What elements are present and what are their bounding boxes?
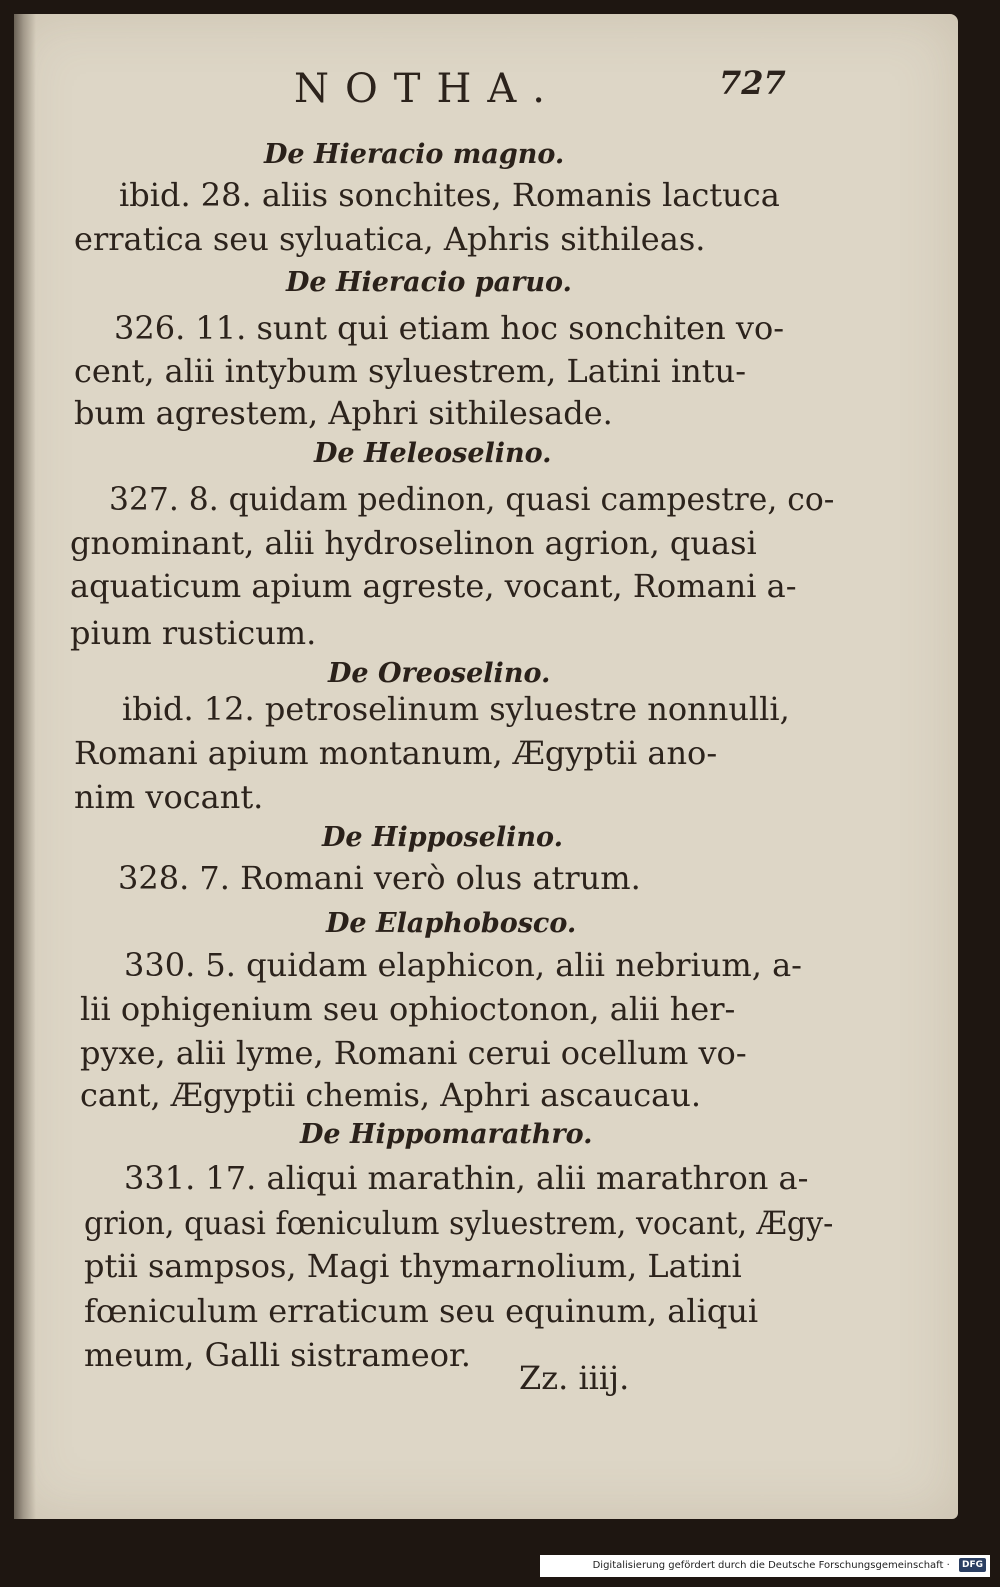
entry-heading: De Heleoselino. [314, 438, 552, 469]
text-line: 328. 7. Romani verò olus atrum. [118, 859, 641, 897]
entry-heading: De Hippomarathro. [300, 1119, 593, 1150]
text-line: Romani apium montanum, Ægyptii ano- [74, 734, 718, 772]
book-page [14, 14, 958, 1519]
text-line: 331. 17. aliqui marathin, alii marathron a- [124, 1159, 809, 1197]
text-line: aquaticum apium agreste, vocant, Romani a- [70, 567, 797, 605]
text-line: nim vocant. [74, 778, 264, 816]
text-line: erratica seu syluatica, Aphris sithileas. [74, 220, 706, 258]
entry-heading: De Elaphobosco. [326, 908, 577, 939]
dfg-logo-icon: DFG [959, 1558, 986, 1572]
text-line: lii ophigenium seu ophioctonon, alii her- [80, 990, 736, 1028]
digitization-credit [540, 1555, 990, 1577]
running-head: NOTHA. [294, 66, 561, 112]
page-gutter-shadow [14, 14, 36, 1519]
page-number: 727 [719, 64, 786, 102]
entry-heading: De Oreoselino. [328, 658, 551, 689]
text-line: fœniculum erraticum seu equinum, aliqui [84, 1292, 759, 1330]
text-line: ibid. 12. petroselinum syluestre nonnulli, [122, 690, 790, 728]
text-line: 326. 11. sunt qui etiam hoc sonchiten vo- [114, 309, 785, 347]
text-line: ibid. 28. aliis sonchites, Romanis lactuca [119, 176, 780, 214]
text-line: meum, Galli sistrameor. [84, 1336, 471, 1374]
text-line: pium rusticum. [70, 614, 317, 652]
entry-heading: De Hieracio paruo. [286, 267, 572, 298]
text-line: ptii sampsos, Magi thymarnolium, Latini [84, 1247, 742, 1285]
text-line: pyxe, alii lyme, Romani cerui ocellum vo- [80, 1034, 747, 1072]
credit-text: Digitalisierung gefördert durch die Deutsche Forschungsgemeinschaft · [592, 1560, 950, 1571]
text-line: bum agrestem, Aphri sithilesade. [74, 394, 613, 432]
text-line: cent, alii intybum syluestrem, Latini intu- [74, 352, 747, 390]
text-line: grion, quasi fœniculum syluestrem, vocant, Ægy- [84, 1204, 834, 1242]
entry-heading: De Hieracio magno. [264, 139, 565, 170]
entry-heading: De Hipposelino. [322, 822, 563, 853]
text-line: 330. 5. quidam elaphicon, alii nebrium, a- [124, 946, 802, 984]
signature-mark: Zz. iiij. [519, 1359, 630, 1397]
text-line: cant, Ægyptii chemis, Aphri ascaucau. [80, 1076, 701, 1114]
text-line: 327. 8. quidam pedinon, quasi campestre, co- [109, 480, 835, 518]
text-line: gnominant, alii hydroselinon agrion, quasi [70, 524, 757, 562]
